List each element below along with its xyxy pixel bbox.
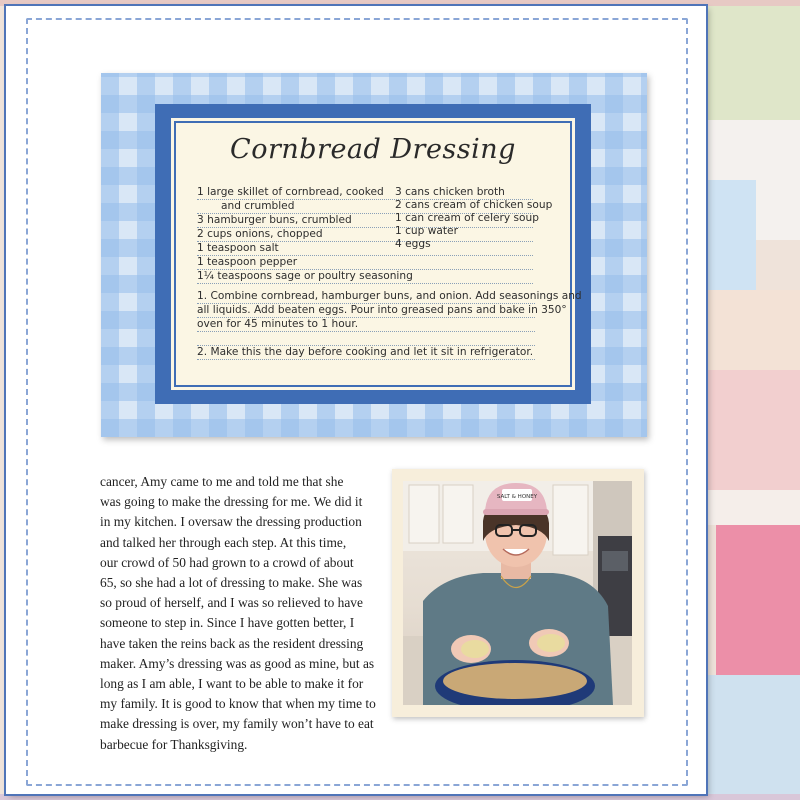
ingredient-item: 2 cans cream of chicken soup (395, 199, 553, 211)
story-line: barbecue for Thanksgiving. (100, 736, 248, 752)
story-line: cancer, Amy came to me and told me that she (100, 474, 344, 489)
recipe-card (101, 73, 647, 437)
ingredients-right (395, 186, 553, 251)
ingredient-item: 2 cups onions, chopped (197, 228, 533, 242)
story-text (100, 472, 382, 755)
cabinet-door (443, 485, 473, 543)
dressing-mix (443, 663, 587, 699)
story-line: maker. Amy’s dressing was as good as mine, but as (100, 655, 375, 671)
cabinet-door (409, 485, 439, 543)
cap-text: SALT & HONEY (496, 494, 538, 500)
story-line: in my kitchen. I oversaw the dressing production (100, 514, 362, 530)
story-line: our crowd of 50 had grown to a crowd of about (100, 554, 354, 570)
cabinet-door (553, 485, 588, 555)
step-line: oven for 45 minutes to 1 hour. (197, 318, 535, 332)
recipe-card-inner (169, 116, 582, 392)
photo-frame (392, 469, 644, 717)
story-line: my family. It is good to know that when my time to (100, 696, 376, 712)
story-line: so proud of herself, and I was so relieved to have (100, 595, 363, 611)
quilt-patch-rose (706, 370, 800, 490)
recipe-title: Cornbread Dressing (230, 134, 516, 165)
ingredient-item: and crumbled (197, 200, 533, 214)
story-line: was going to make the dressing for me. We did it (100, 494, 363, 510)
ingredient-item: 1 can cream of celery soup (395, 212, 539, 224)
quilt-patch-lightblue (706, 675, 800, 800)
story-line: long as I am able, I want to be able to make it for (100, 676, 364, 692)
story-line: 65, so she had a lot of dressing to make. She was (100, 575, 363, 591)
ingredient-item: 3 hamburger buns, crumbled (197, 214, 533, 228)
photo-woman-making-dressing (403, 481, 632, 705)
ingredient-item: 1¼ teaspoons sage or poultry seasoning (197, 270, 533, 284)
step-line: 2. Make this the day before cooking and let it sit in refrigerator. (197, 346, 534, 358)
ingredient-item: 1 large skillet of cornbread, cooked (197, 186, 533, 200)
ingredient-item: 4 eggs (395, 238, 431, 250)
recipe-card-frame (155, 104, 591, 404)
ingredient-item: 1 teaspoon pepper (197, 256, 533, 270)
mixture-left (461, 640, 489, 658)
mixture-right (537, 634, 565, 652)
story-line: have taken the reins back as the resident dressing (100, 635, 364, 651)
ingredient-item: 1 cup water (395, 225, 458, 237)
quilt-bottom-strip (0, 794, 800, 800)
quilt-patch-green (706, 0, 800, 120)
quilt-patch-cream (706, 490, 800, 525)
ingredient-item: 1 teaspoon salt (197, 242, 533, 256)
quilt-patch-blue (706, 180, 756, 290)
quilt-patch-pink (716, 525, 800, 675)
recipe-steps (197, 290, 582, 360)
step-spacer (197, 332, 535, 346)
ingredient-item: 3 cans chicken broth (395, 186, 505, 198)
photo-illustration (403, 481, 632, 705)
story-line: make dressing is over, my family won’t have to eat (100, 716, 374, 732)
step-line: all liquids. Add beaten eggs. Pour into greased pans and bake in 350° (197, 304, 567, 316)
step-line: 1. Combine cornbread, hamburger buns, and onion. Add seasonings and (197, 290, 582, 302)
cap-brim (483, 509, 549, 515)
story-line: someone to step in. Since I have gotten better, I (100, 615, 355, 631)
oven-window (602, 551, 628, 571)
quilt-patch-peach (706, 290, 800, 370)
story-line: and talked her through each step. At this time, (100, 534, 347, 550)
